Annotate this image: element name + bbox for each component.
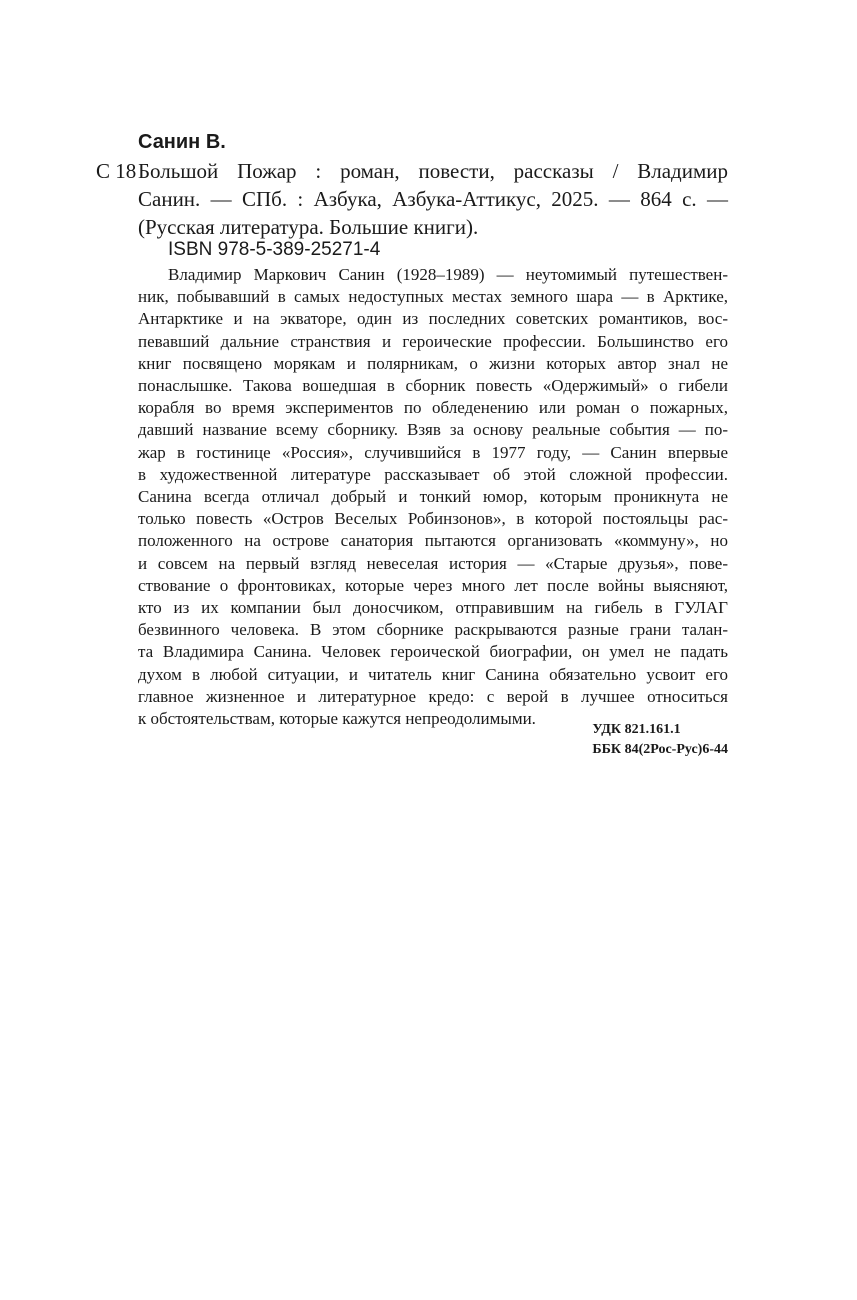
annotation-line: Антарктике и на экваторе, один из последних советских романтиков, вос- xyxy=(138,309,728,329)
annotation-line: та Владимира Санина. Человек героической биографии, он умел не падать xyxy=(138,642,728,662)
annotation-line: ствование о фронтовиках, которые через много лет после войны выясняют, xyxy=(138,575,728,595)
bibliographic-entry xyxy=(138,157,728,241)
bbk-code: ББК 84(2Рос-Рус)6-44 xyxy=(592,742,728,757)
annotation-line: давший название всему сборнику. Взяв за основу реальные события — по- xyxy=(138,420,728,440)
annotation-line: Владимир Маркович Санин (1928–1989) — неутомимый путешествен- xyxy=(168,265,728,284)
author-heading: Санин В. xyxy=(138,131,226,153)
annotation-line: кто из их компании был доносчиком, отправившим на гибель в ГУЛАГ xyxy=(138,598,728,618)
udk-code: УДК 821.161.1 xyxy=(592,722,681,737)
annotation-line: главное жизненное и литературное кредо: с верой в лучшее относиться xyxy=(138,686,728,706)
bibliographic-line: Санин. — СПб. : Азбука, Азбука-Аттикус, 2025. — 864 с. — xyxy=(138,187,728,211)
annotation-line: к обстоятельствам, которые кажутся непреодолимыми. xyxy=(138,709,536,729)
annotation-line: безвинного человека. В этом сборнике раскрываются разные грани талан- xyxy=(138,620,728,640)
annotation-line: положенного на острове санатория пытаются организовать «коммуну», но xyxy=(138,531,728,551)
annotation-line: жар в гостинице «Россия», случившийся в 1977 году, — Санин впервые xyxy=(138,442,728,462)
annotation-line: понаслышке. Такова вошедшая в сборник повесть «Одержимый» о гибели xyxy=(138,376,728,396)
annotation-line: только повесть «Остров Веселых Робинзонов», в которой постояльцы рас- xyxy=(138,509,728,529)
call-number: С 18 xyxy=(96,159,137,183)
bibliographic-line: Большой Пожар : роман, повести, рассказы / Владимир xyxy=(138,159,728,183)
bibliographic-line: (Русская литература. Большие книги). xyxy=(138,215,479,239)
annotation-line: и совсем на первый взгляд невеселая история — «Старые друзья», пове- xyxy=(138,553,728,573)
annotation-line: Санина всегда отличал добрый и тонкий юмор, которым проникнута не xyxy=(138,487,728,507)
annotation-line: в художественной литературе рассказывает об этой сложной профессии. xyxy=(138,464,728,484)
annotation-line: корабля во время экспериментов по обледенению или роман о пожарных, xyxy=(138,398,728,418)
annotation-line: книг посвящено морякам и полярникам, о жизни которых автор знал не xyxy=(138,353,728,373)
classification-block xyxy=(592,720,728,760)
isbn-line: ISBN 978-5-389-25271-4 xyxy=(168,239,381,260)
annotation-paragraph xyxy=(138,264,728,730)
annotation-line: духом в любой ситуации, и читатель книг Санина обязательно усвоит его xyxy=(138,664,728,684)
annotation-line: ник, побывавший в самых недоступных местах земного шара — в Арктике, xyxy=(138,287,728,307)
annotation-line: певавший дальние странствия и героические профессии. Большинство его xyxy=(138,331,728,351)
